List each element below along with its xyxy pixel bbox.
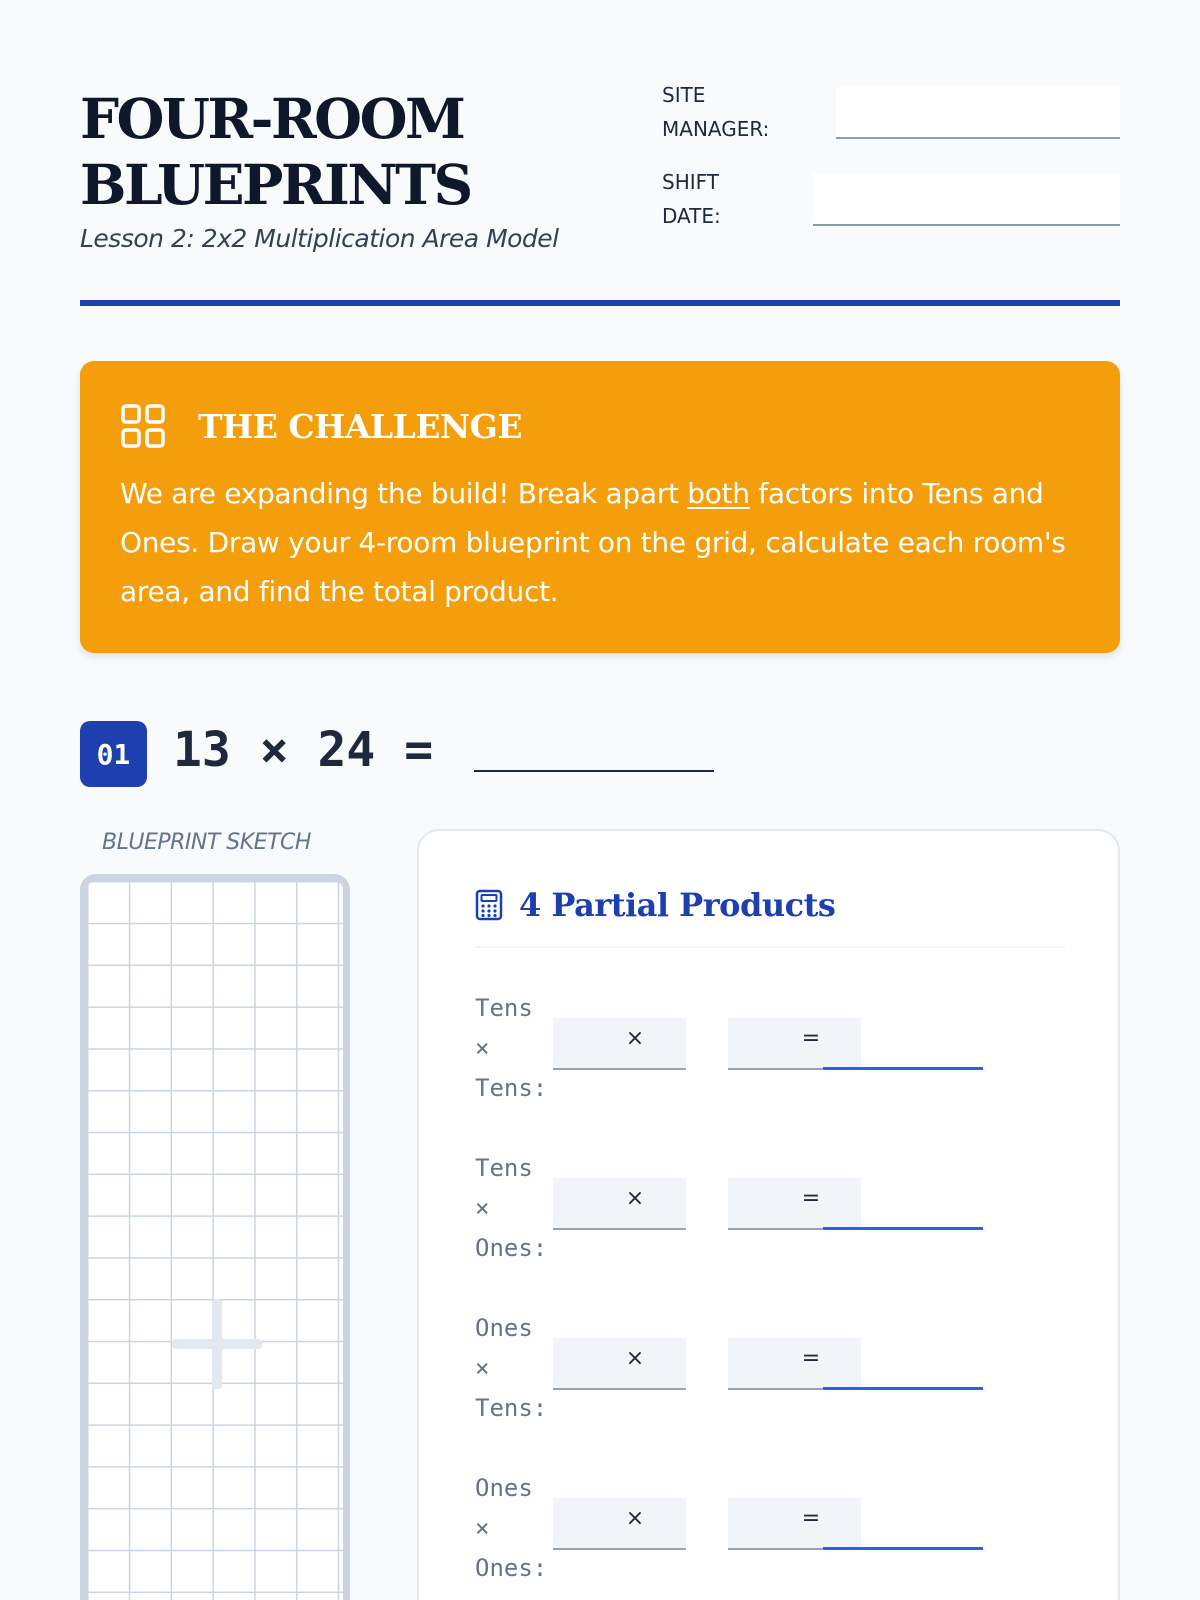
product-input[interactable] [823,1338,983,1390]
label-line2: × [475,1034,490,1062]
page-title-line1: FOUR-ROOM [80,86,464,151]
challenge-text [120,469,1080,616]
partial-products-header [475,886,835,924]
shift-date-field[interactable] [813,174,1120,226]
challenge-text-part1: We are expanding the build! Break apart [120,477,688,510]
page-title [80,86,640,218]
problem-equation: 13 × 24 = [173,722,434,778]
header-divider [80,300,1120,306]
card-divider [475,946,1065,948]
equals-symbol: = [801,1186,821,1211]
site-manager-label [662,78,769,146]
partial-product-label [475,1468,547,1588]
partial-product-row-2 [475,1148,1075,1268]
label-line3: Ones: [475,1234,548,1262]
partial-product-row-1 [475,988,1075,1108]
blueprint-sketch-grid[interactable] [80,874,350,1600]
calculator-icon [475,889,503,921]
label-line2: × [475,1194,490,1222]
sketch-label: BLUEPRINT SKETCH [102,830,311,855]
partial-product-label [475,1308,547,1428]
site-manager-label-line2: MANAGER: [662,117,770,141]
page-title-line2: BLUEPRINTS [80,152,471,217]
partial-product-row-3 [475,1308,1075,1428]
page-subtitle: Lesson 2: 2x2 Multiplication Area Model [80,224,559,253]
label-line2: × [475,1354,490,1382]
label-line1: Ones [475,1474,533,1502]
label-line3: Ones: [475,1554,548,1582]
equals-symbol: = [801,1506,821,1531]
answer-line[interactable] [474,770,714,772]
challenge-text-emphasis: both [687,477,750,510]
grid-icon [120,403,166,449]
label-line1: Tens [475,994,533,1022]
title-block [80,86,640,253]
label-line3: Tens: [475,1394,548,1422]
partial-products-title: 4 Partial Products [519,886,836,924]
partial-product-row-4 [475,1468,1075,1588]
label-line2: × [475,1514,490,1542]
product-input[interactable] [823,1498,983,1550]
partial-product-label [475,988,547,1108]
label-line3: Tens: [475,1074,548,1102]
product-input[interactable] [823,1178,983,1230]
challenge-header [120,403,1080,449]
challenge-panel [80,361,1120,653]
equals-symbol: = [801,1346,821,1371]
times-symbol: × [625,1026,645,1051]
equals-symbol: = [801,1026,821,1051]
shift-date-label-line2: DATE: [662,204,721,228]
challenge-text-part2: factors into Tens and Ones. Draw your 4-room blueprint on the grid, calculate each room's area, and find the total product. [120,477,1066,608]
plus-icon-horizontal [172,1339,262,1349]
partial-product-label [475,1148,547,1268]
problem-number-badge: 01 [80,721,147,787]
shift-date-label-line1: SHIFT [662,170,720,194]
times-symbol: × [625,1346,645,1371]
site-manager-field[interactable] [836,87,1120,139]
partial-products-card [417,829,1120,1600]
product-input[interactable] [823,1018,983,1070]
label-line1: Tens [475,1154,533,1182]
challenge-title: THE CHALLENGE [198,406,522,446]
times-symbol: × [625,1186,645,1211]
times-symbol: × [625,1506,645,1531]
shift-date-label [662,165,721,233]
label-line1: Ones [475,1314,533,1342]
site-manager-label-line1: SITE [662,83,706,107]
